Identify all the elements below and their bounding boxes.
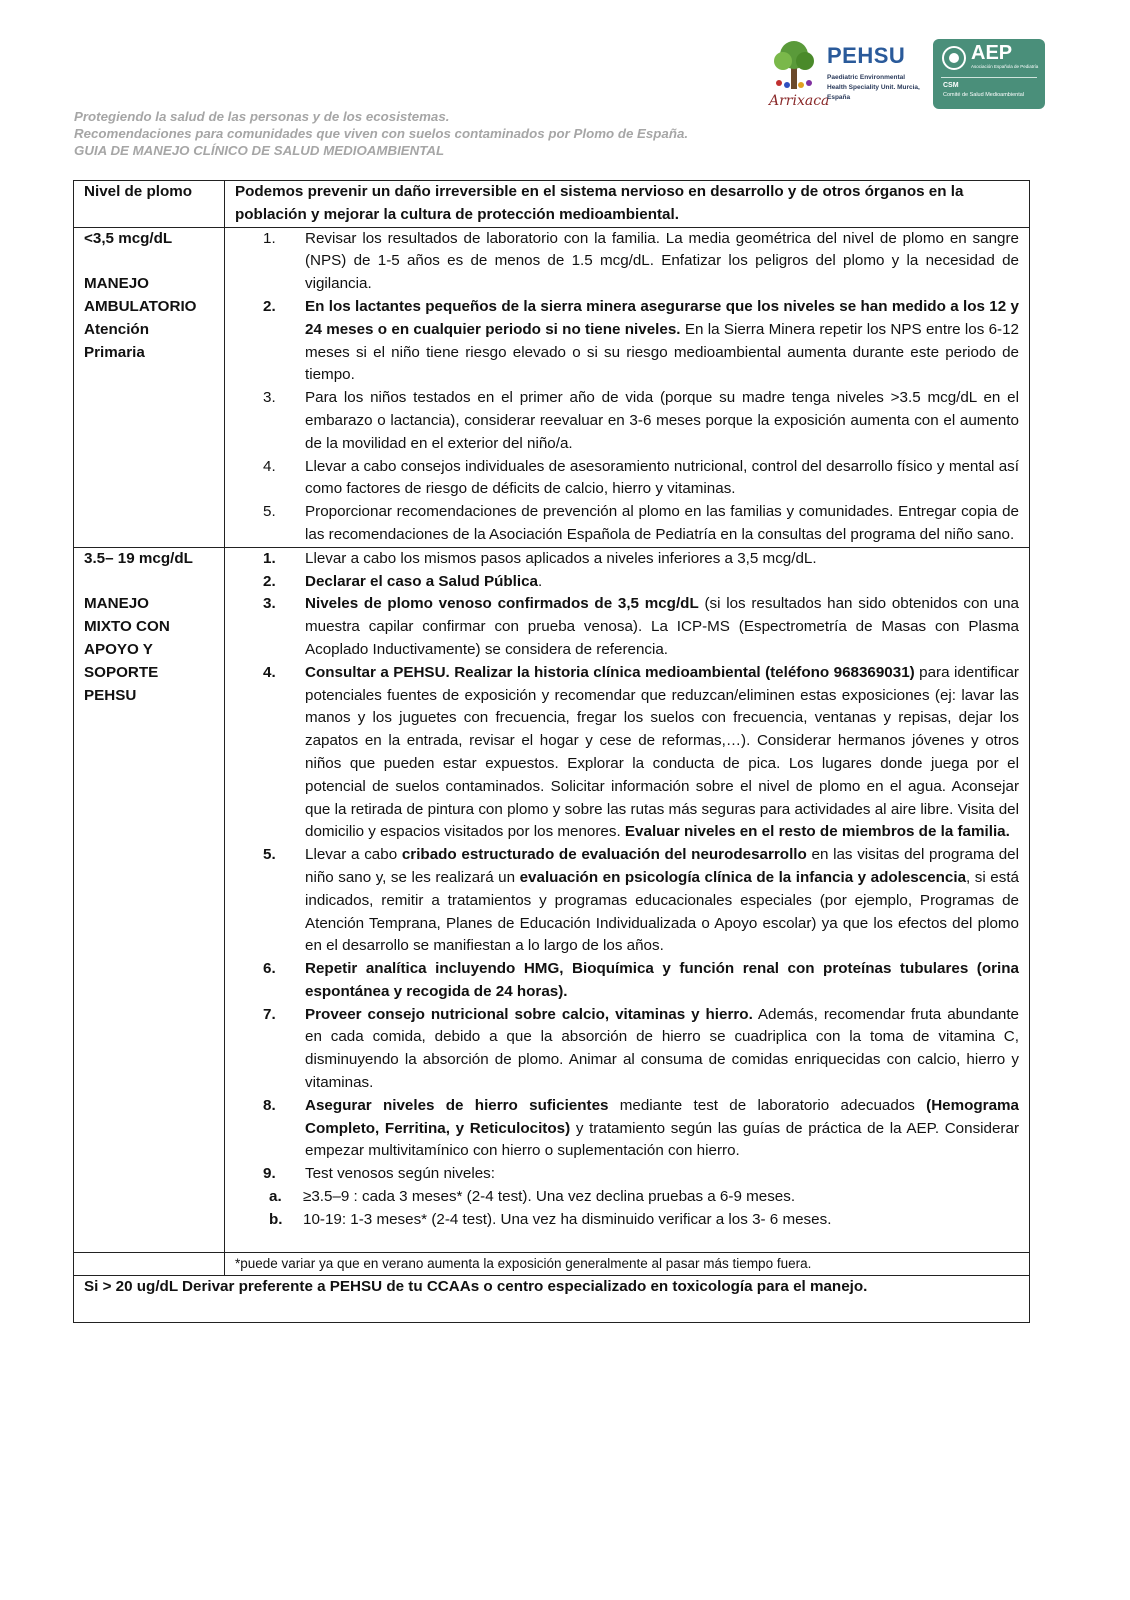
sub-item-text: 10-19: 1-3 meses* (2-4 test). Una vez ha disminuido verificar a los 3- 6 meses. [303,1210,832,1228]
table-row-footnote [74,1252,1030,1276]
table-row-low-level [74,227,1030,547]
table-header-row [74,181,1030,228]
item-text: Declarar el caso a Salud Pública [305,572,538,590]
aep-subtitle: Asociación Española de Pediatría [971,64,1039,69]
item-text: cribado estructurado de evaluación del neurodesarrollo [401,846,807,864]
item-text: Proveer consejo nutricional sobre calcio, vitaminas y hierro. [305,1005,753,1023]
level-cell [74,227,225,547]
item-number: 2. [263,297,276,315]
management-line: Primaria [84,343,145,361]
test-frequency-list [235,1186,1019,1232]
item-text: Llevar a cabo consejos individuales de asesoramiento nutricional, control del desarrollo físico y mental así como factores de riesgo de déficits de calcio, hierro y vitaminas. [305,457,1019,498]
item-number: 4. [263,663,276,681]
item-text: Evaluar niveles en el resto de miembros de la familia. [624,823,1010,841]
table-row-mid-level [74,547,1030,1252]
header-line-3: GUIA DE MANEJO CLÍNICO DE SALUD MEDIOAMBIENTAL [74,143,445,158]
item-number: 3. [263,389,276,407]
list-item [235,1163,1019,1186]
referral-note: Si > 20 ug/dL Derivar preferente a PEHSU de tu CCAAs o centro especializado en toxicología para el manejo. [74,1276,1030,1323]
aep-logo [933,39,1045,109]
header-line-2: Recomendaciones para comunidades que viven con suelos contaminados por Plomo de España. [74,126,689,141]
sub-list-item [235,1209,1019,1232]
list-item [235,387,1019,455]
item-text: Repetir analítica incluyendo HMG, Bioquímica y función renal con proteínas tubulares (orina espontánea y recogida de 24 horas). [305,960,1019,1000]
level-cell [74,547,225,1252]
tree-icon [771,39,817,93]
item-number: 4. [263,457,276,475]
list-item [235,593,1019,661]
list-item [235,228,1019,296]
list-item [235,548,1019,571]
sub-item-text: ≥3.5–9 : cada 3 meses* (2-4 test). Una vez declina pruebas a 6-9 meses. [303,1188,796,1206]
sub-list-item [235,1186,1019,1209]
item-number: 1. [263,549,276,567]
aep-emblem-icon [941,45,967,71]
lead-management-table [73,180,1030,1323]
footnote: *puede variar ya que en verano aumenta la exposición generalmente al pasar más tiempo fuera. [225,1252,1030,1276]
aep-divider [941,77,1037,78]
list-item [235,501,1019,547]
item-text: y tratamiento según las guías de práctica de la AEP. Considerar empezar multivitamínico con hierro o suplementación con hierro. [305,1119,1019,1160]
item-text: Test venosos según niveles: [305,1165,495,1183]
management-label [84,593,214,707]
level-label: 3.5– 19 mcg/dL [84,549,193,567]
management-line: APOYO Y [84,640,153,658]
header-cell-goal: Podemos prevenir un daño irreversible en el sistema nervioso en desarrollo y de otros órganos en la población y mejorar la cultura de protección medioambiental. [225,181,1030,228]
item-number: 3. [263,595,276,613]
item-text: . [538,572,543,590]
item-text: Además, recomendar fruta abundante en cada comida, debido a que la absorción de hierro se cuadriplica con la toma de vitamina C, disminuyendo la absorción de plomo. Animar al consuma de comidas enriquecidas con calcio, hierro y vitaminas. [305,1005,1019,1092]
list-item [235,1095,1019,1163]
level-label: <3,5 mcg/dL [84,229,173,247]
item-number: 9. [263,1165,276,1183]
item-number: 7. [263,1005,276,1023]
recommendations-cell [225,227,1030,547]
list-item [235,662,1019,844]
management-line: Atención [84,320,149,338]
pehsu-logo [769,37,925,115]
list-item [235,844,1019,958]
item-text: Niveles de plomo venoso confirmados de 3,5 mcg/dL [305,595,699,613]
recommendation-list [235,548,1019,1186]
item-text: Llevar a cabo [305,846,402,864]
management-line: MIXTO CON [84,618,170,636]
item-text: Llevar a cabo los mismos pasos aplicados a niveles inferiores a 3,5 mcg/dL. [305,549,817,567]
item-text: En la Sierra Minera repetir los NPS entre los 6-12 meses si el niño tiene riesgo elevado o si su riesgo medioambiental aumenta durante este periodo de tiempo. [305,320,1019,384]
item-text: Revisar los resultados de laboratorio con la familia. La media geométrica del nivel de plomo en sangre (NPS) de 1-5 años es de menos de 1.5 mcg/dL. Enfatizar los peligros del plomo y la necesidad de vigilancia. [305,229,1019,293]
item-text: Proporcionar recomendaciones de prevención al plomo en las familias y comunidades. Entregar copia de las recomendaciones de la Asociación Española de Pediatría en la consultas del programa del niño sano. [305,503,1019,543]
management-line: MANEJO [84,275,149,293]
list-item [235,571,1019,594]
list-item [235,1004,1019,1095]
list-item [235,296,1019,387]
recommendation-list [235,228,1019,547]
header-logos [769,37,1049,115]
aep-csm: CSM [943,82,959,89]
list-item [235,456,1019,502]
pehsu-subtitle: Paediatric Environmental Health Speciality Unit. Murcia, España [827,74,920,101]
header-cell-level: Nivel de plomo [74,181,225,228]
recommendations-cell [225,547,1030,1252]
item-text: En los lactantes pequeños de la sierra minera asegurarse que los niveles se han medido a los 12 y 24 meses o en cualquier periodo si no tiene niveles. [305,297,1019,338]
document-header [74,108,688,159]
item-number: 5. [263,846,276,864]
aep-title: AEP [971,42,1013,64]
empty-cell [74,1252,225,1276]
management-label [84,273,214,364]
table-row-final [74,1276,1030,1323]
sub-item-letter: a. [269,1188,282,1206]
item-text: (si los resultados han sido obtenidos con una muestra capilar confirmar con prueba venosa). La ICP-MS (Espectrometría de Masas con Plasma Acoplado Inductivamente) se considera de referencia. [305,595,1019,658]
aep-csm-subtitle: Comité de Salud Medioambiental [943,92,1025,98]
pehsu-script-text: Arrixaca [769,93,830,109]
item-text: Asegurar niveles de hierro suficientes [305,1096,609,1114]
management-line: MANEJO [84,595,149,613]
item-text: , si está indicados, remitir a tratamientos y programas educacionales especiales (por ejemplo, Programas de Atención Temprana, Planes de Educación Individualizada o Apoyo escolar) ya que los efectos del plomo en el desarrollo se manifiestan a lo largo de los años. [305,868,1019,955]
item-number: 2. [263,572,276,590]
item-text: en las visitas del programa del niño sano y, se les realizará un [305,846,1020,886]
item-text: para identificar potenciales fuentes de exposición y recomendar que reduzcan/eliminen estas exposiciones (ej: lavar las manos y los juguetes con frecuencia, fregar los suelos con frecuencia, ventanas y repisas, dejar los zapatos en la entrada, revisar el hogar y cese de reformas,…). Considerar hermanos jóvenes y otros niños que pueden estar expuestos. Explorar la conducta de pica. Los lugares donde juega por el potencial de suelos contaminados. Solicitar información sobre el nivel de plomo en el agua. Aconsejar que la retirada de pintura con plomo y sobre las rutas más seguras para actividades al aire libre. Visita del domicilio y espacios visitados por los menores. [305,663,1019,841]
item-text: Para los niños testados en el primer año de vida (porque su madre tenga niveles >3.5 mcg/dL en el embarazo o lactancia), considerar reevaluar en 3-6 meses porque la exposición aumenta con el aumento de la movilidad en el exterior del niño/a. [305,389,1019,452]
item-text: Consultar a PEHSU. Realizar la historia clínica medioambiental (teléfono 968369031) [305,663,915,681]
list-item [235,958,1019,1004]
item-number: 8. [263,1096,276,1114]
management-line: SOPORTE [84,663,159,681]
sub-item-letter: b. [269,1210,283,1228]
item-number: 6. [263,960,276,978]
item-text: (Hemograma Completo, Ferritina, y Reticulocitos) [305,1096,1019,1137]
item-number: 5. [263,503,276,521]
header-line-1: Protegiendo la salud de las personas y de los ecosistemas. [74,109,450,124]
management-line: AMBULATORIO [84,297,197,315]
item-text: mediante test de laboratorio adecuados [608,1096,927,1114]
management-line: PEHSU [84,686,137,704]
pehsu-title: PEHSU [827,43,906,68]
item-number: 1. [263,229,276,247]
item-text: evaluación en psicología clínica de la infancia y adolescencia [519,868,967,886]
